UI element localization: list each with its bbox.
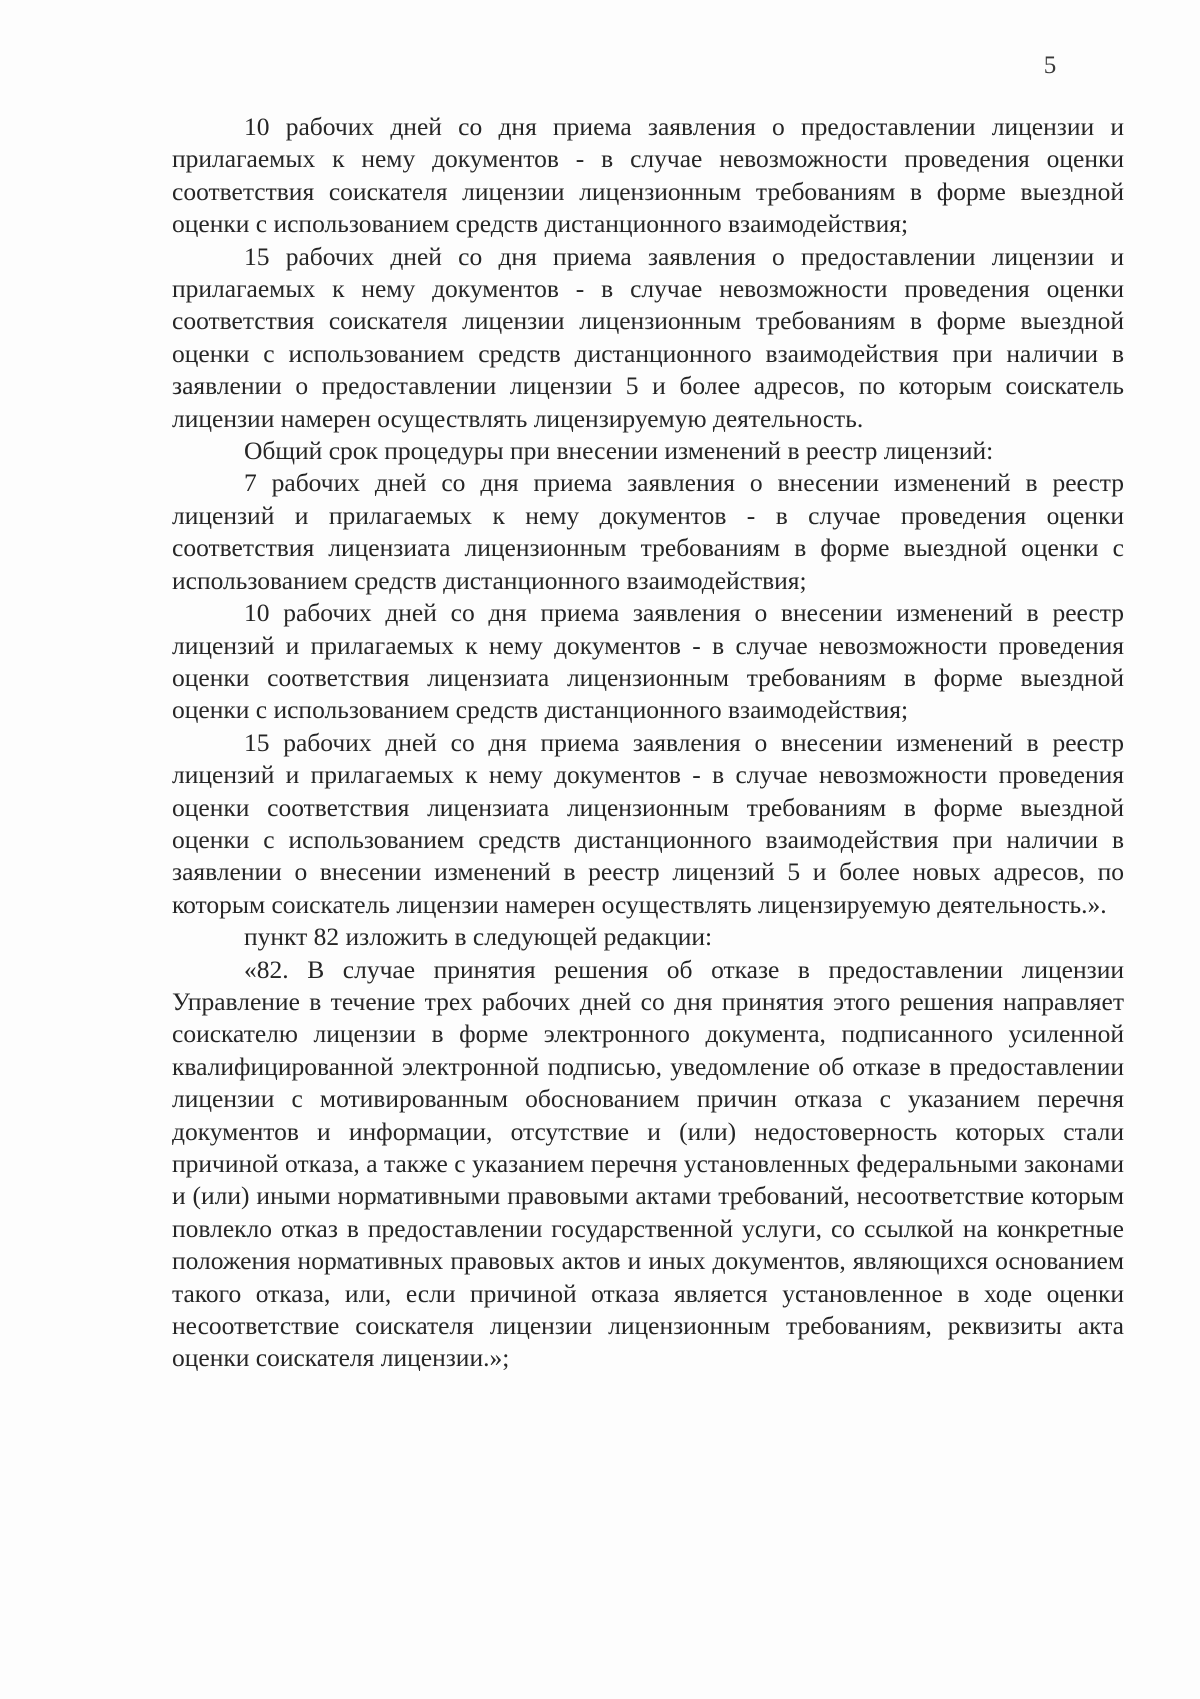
- paragraph-item-82-text: «82. В случае принятия решения об отказе в предоставлении лицензии Управление в течение трех рабочих дней со дня принятия этого решения направляет соискателю лицензии в форме электронного документа, подписанного усиленной квалифицированной электронной подписью, уведомление об отказе в предоставлении лицензии с мотивированным обоснованием причин отказа с указанием перечня документов и информации, отсутствие и (или) недостоверность которых стали причиной отказа, а также с указанием перечня установленных федеральными законами и (или) иными нормативными правовыми актами требований, несоответствие которым повлекло отказ в предоставлении государственной услуги, со ссылкой на конкретные положения нормативных правовых актов и иных документов, являющихся основанием такого отказа, или, если причиной отказа является установленное в ходе оценки несоответствие соискателя лицензии лицензионным требованиям, реквизиты акта оценки соискателя лицензии.»;: [172, 954, 1124, 1373]
- paragraph-term-10-days-license: 10 рабочих дней со дня приема заявления о предоставлении лицензии и прилагаемых к нему документов - в случае невозможности проведения оценки соответствия соискателя лицензии лицензионным требованиям в форме выездной оценки с использованием средств дистанционного взаимодействия;: [172, 112, 1124, 239]
- paragraph-item-82-intro: пункт 82 изложить в следующей редакции:: [244, 922, 713, 952]
- paragraph-term-15-days-license: 15 рабочих дней со дня приема заявления о предоставлении лицензии и прилагаемых к нему документов - в случае невозможности проведения оценки соответствия соискателя лицензии лицензионным требованиям в форме выездной оценки с использованием средств дистанционного взаимодействия при наличии в заявлении о предоставлении лицензии 5 и более адресов, по которым соискатель лицензии намерен осуществлять лицензируемую деятельность.: [172, 241, 1124, 433]
- paragraph-term-10-days-registry: 10 рабочих дней со дня приема заявления о внесении изменений в реестр лицензий и прилагаемых к нему документов - в случае невозможности проведения оценки соответствия лицензиата лицензионным требованиям в форме выездной оценки с использованием средств дистанционного взаимодействия;: [172, 598, 1124, 725]
- page-number: 5: [1043, 52, 1057, 79]
- paragraph-registry-changes-heading: Общий срок процедуры при внесении изменений в реестр лицензий:: [244, 436, 994, 466]
- document-body: [172, 111, 1124, 1375]
- paragraph-term-15-days-registry: 15 рабочих дней со дня приема заявления о внесении изменений в реестр лицензий и прилагаемых к нему документов - в случае невозможности проведения оценки соответствия лицензиата лицензионным требованиям в форме выездной оценки с использованием средств дистанционного взаимодействия при наличии в заявлении о внесении изменений в реестр лицензий 5 и более новых адресов, по которым соискатель лицензии намерен осуществлять лицензируемую деятельность.».: [172, 727, 1124, 919]
- paragraph-term-7-days-registry: 7 рабочих дней со дня приема заявления о внесении изменений в реестр лицензий и прилагаемых к нему документов - в случае проведения оценки соответствия лицензиата лицензионным требованиям в форме выездной оценки с использованием средств дистанционного взаимодействия;: [172, 468, 1124, 595]
